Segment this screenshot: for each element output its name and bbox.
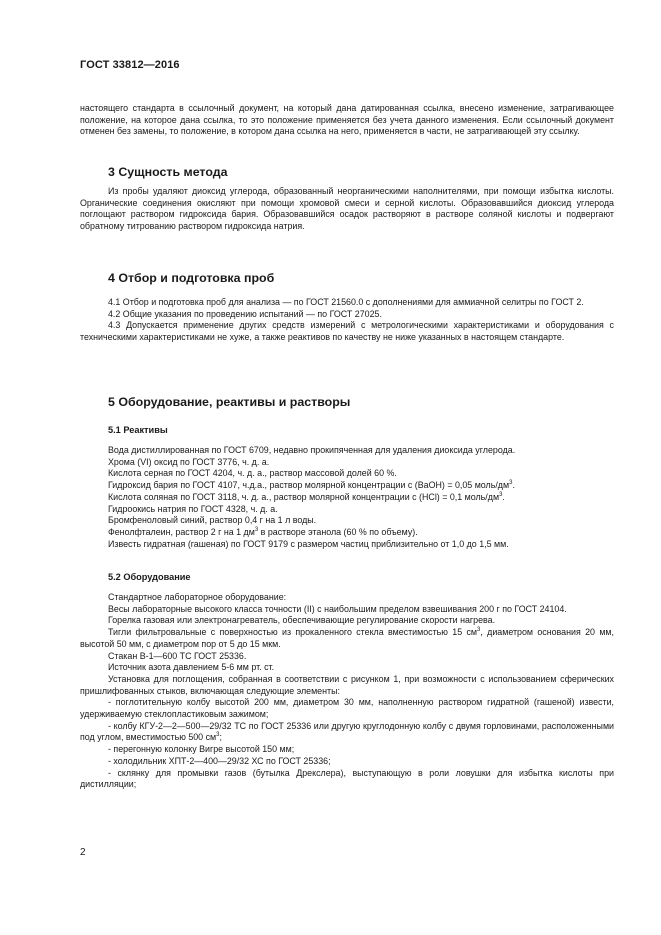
section-4-body [80,297,614,344]
equipment-nitrogen-source: Источник азота давлением 5-6 мм рт. ст. [108,662,275,673]
equipment-absorption-setup: Установка для поглощения, собранная в соответствии с рисунком 1, при возможности с использованием сферических пришлифованных стыков, включающая следующие элементы: [80,673,614,696]
reagent-chromium-oxide: Хрома (VI) оксид по ГОСТ 3776, ч. д. а. [108,456,270,467]
section-3-text: Из пробы удаляют диоксид углерода, образованный неорганическими наполнителями, при помощи избытка кислоты. Органические соединения окисляют при помощи хромовой смеси и серной кислоты. Образовавшийся диоксид углерода поглощают раствором гидроксида бария. Образовавшийся осадок растворяют в растворе соляной кислоты и подвергают обратному титрованию раствором гидроксида натрия. [80,186,614,232]
clause-4-3: 4.3 Допускается применение других средств измерений с метрологическими характеристиками и оборудования с техническими характеристиками не хуже, а также реактивов по качеству не ниже указанных в настоящем стандарте. [80,320,614,343]
equipment-crucibles: Тигли фильтровальные с поверхностью из прокаленного стекла вместимостью 15 $см^3$, диаметром основания 20 мм, высотой 50 мм, с диаметром пор от 5 до 15 мкм. [80,627,614,649]
list-item: - поглотительную колбу высотой 200 мм, диаметром 30 мм, наполненную раствором гидратной (гашеной) извести, удерживаемую стеклопластиковым зажимом; [80,697,614,720]
equipment-standard: Стандартное лабораторное оборудование: [108,592,287,602]
reagent-sulfuric-acid: Кислота серная по ГОСТ 4204, ч. д. а., раствор массовой долей 60 %. [108,468,397,479]
reagent-barium-hydroxide: Гидроксид бария по ГОСТ 4107, ч.д.а., раствор молярной концентрации c (BaOH) = 0,05 моль/$дм^3$. [108,480,515,491]
intro-paragraph: настоящего стандарта в ссылочный документ, на который дана датированная ссылка, внесено изменение, затрагивающее положение, на которое дана ссылка, то это положение применяется без учета данного изменения. Если ссылочный документ отменен без замены, то положение, в котором дана ссылка на него, применяется в части, не затрагивающей эту ссылку. [80,103,614,137]
reagents-list [80,445,614,550]
equipment-burner: Горелка газовая или электронагреватель, обеспечивающие регулирование скорости нагрева. [108,615,496,626]
subsection-5-2-heading: 5.2 Оборудование [108,572,191,582]
document-header: ГОСТ 33812—2016 [80,59,180,71]
page-number: 2 [80,847,86,858]
clause-4-1: 4.1 Отбор и подготовка проб для анализа — по ГОСТ 21560.0 с дополнениями для аммиачной селитры по ГОСТ 2. [108,297,584,307]
section-3-heading: 3 Сущность метода [108,165,228,179]
equipment-list [80,592,614,791]
reagent-sodium-hydroxide: Гидроокись натрия по ГОСТ 4328, ч. д. а. [108,503,278,514]
reagent-hydrated-lime: Известь гидратная (гашеная) по ГОСТ 9179 с размером частиц приблизительно от 1,0 до 1,5 мм. [108,538,509,549]
list-item: - холодильник ХПТ-2—400—29/32 ХС по ГОСТ 25336; [108,755,331,766]
list-item: - склянку для промывки газов (бутылка Дрекслера), выступающую в роли ловушки для избытка кислоты при дистилляции; [80,767,614,790]
reagent-hydrochloric-acid: Кислота соляная по ГОСТ 3118, ч. д. а., раствор молярной концентрации c (HCl) = 0,1 моль/$дм^3$. [108,491,505,502]
section-5-heading: 5 Оборудование, реактивы и растворы [108,395,351,409]
list-item: - перегонную колонку Вигре высотой 150 мм; [108,744,295,755]
reagent-water: Вода дистиллированная по ГОСТ 6709, недавно прокипяченная для удаления диоксида углерода. [108,445,516,455]
subsection-5-1-heading: 5.1 Реактивы [108,425,168,435]
equipment-beaker: Стакан В-1—600 ТС ГОСТ 25336. [108,650,247,661]
clause-4-2: 4.2 Общие указания по проведению испытаний — по ГОСТ 27025. [108,308,382,319]
list-item: - колбу КГУ-2—2—500—29/32 ТС по ГОСТ 25336 или другую круглодонную колбу с двумя горловинами, расположенными под углом, вместимостью 500 $см^3$; [80,720,614,743]
equipment-scales: Весы лабораторные высокого класса точности (II) с наибольшим пределом взвешивания 200 г по ГОСТ 24104. [108,603,567,614]
section-4-heading: 4 Отбор и подготовка проб [108,271,275,285]
reagent-phenolphthalein: Фенолфталеин, раствор 2 г на 1 $дм^3$ в растворе этанола (60 % по объему). [108,526,418,537]
reagent-bromophenol-blue: Бромфеноловый синий, раствор 0,4 г на 1 л воды. [108,515,317,526]
